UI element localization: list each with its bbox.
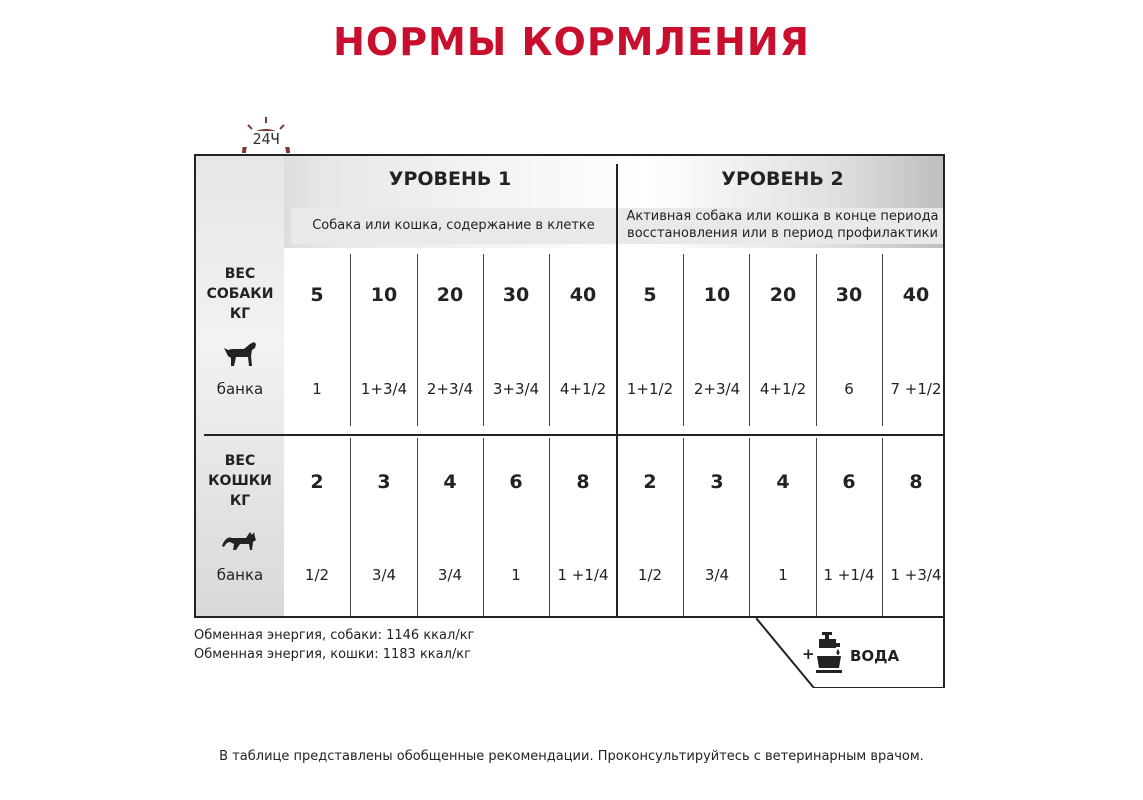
cat-can-cell: 1 +1/4: [823, 566, 875, 584]
dog-weight-cell: 20: [436, 284, 464, 306]
cat-weight-cell: 3: [377, 471, 391, 493]
cat-can-cell: 1: [511, 566, 521, 584]
cat-weight-cell: 2: [310, 471, 324, 493]
dog-can-cell: 6: [844, 380, 854, 398]
dog-can-cell: 7 +1/2: [890, 380, 942, 398]
dog-cat-divider: [204, 434, 945, 436]
cat-can-cell: 3/4: [704, 566, 730, 584]
dog-can-cell: 4+1/2: [559, 380, 607, 398]
cat-weight-cell: 3: [710, 471, 724, 493]
cat-can-cell: 3/4: [371, 566, 397, 584]
dog-can-cell: 1+3/4: [360, 380, 408, 398]
dog-can-cell: 1: [312, 380, 322, 398]
cat-can-cell: 1: [778, 566, 788, 584]
dog-weight-cell: 10: [703, 284, 731, 306]
level-2-subtitle-line-2: восстановления или в период профилактики: [627, 226, 938, 241]
cat-weight-label-line-2: КОШКИ: [208, 473, 272, 489]
cat-can-cell: 1 +3/4: [890, 566, 942, 584]
page-title: НОРМЫ КОРМЛЕНИЯ: [333, 20, 810, 64]
cat-can-cell: 1/2: [637, 566, 663, 584]
cat-can-cell: 3/4: [437, 566, 463, 584]
dog-weight-cell: 10: [370, 284, 398, 306]
cat-weight-cell: 8: [909, 471, 923, 493]
cat-weight-cell: 2: [643, 471, 657, 493]
dog-weight-cell: 20: [769, 284, 797, 306]
cat-can-cell: 1 +1/4: [557, 566, 609, 584]
dog-weight-cell: 5: [643, 284, 657, 306]
dog-weight-cell: 40: [569, 284, 597, 306]
cat-icon: [220, 524, 260, 556]
cat-can-cell: 1/2: [304, 566, 330, 584]
dog-icon: [220, 338, 260, 370]
cat-can-label: банка: [216, 566, 264, 584]
energy-dogs: Обменная энергия, собаки: 1146 ккал/кг: [194, 628, 475, 643]
dog-weight-cell: 5: [310, 284, 324, 306]
level-1-heading: УРОВЕНЬ 1: [388, 168, 512, 190]
cat-weight-cell: 6: [509, 471, 523, 493]
dog-weight-label-line-3: КГ: [229, 306, 251, 322]
dog-can-cell: 1+1/2: [626, 380, 674, 398]
feeding-table: [194, 154, 945, 618]
dog-weight-label-line-2: СОБАКИ: [206, 286, 274, 302]
dog-weight-cell: 30: [835, 284, 863, 306]
level-1-subtitle: Собака или кошка, содержание в клетке: [312, 218, 595, 233]
cat-weight-cell: 8: [576, 471, 590, 493]
level-2-heading: УРОВЕНЬ 2: [721, 168, 844, 190]
clock-24h-icon: [234, 113, 298, 157]
dog-can-label: банка: [216, 380, 264, 398]
energy-cats: Обменная энергия, кошки: 1183 ккал/кг: [194, 647, 471, 662]
dog-can-cell: 4+1/2: [759, 380, 807, 398]
cat-weight-cell: 4: [443, 471, 457, 493]
dog-can-cell: 3+3/4: [492, 380, 540, 398]
water-plus: +: [802, 645, 815, 663]
cat-weight-cell: 6: [842, 471, 856, 493]
water-label: ВОДА: [850, 647, 900, 665]
dog-weight-cell: 30: [502, 284, 530, 306]
level-2-subtitle-line-1: Активная собака или кошка в конце периода: [626, 209, 939, 224]
clock-label: 24Ч: [234, 131, 298, 147]
cat-weight-cell: 4: [776, 471, 790, 493]
dog-can-cell: 2+3/4: [693, 380, 741, 398]
dog-weight-label-line-1: ВЕС: [224, 266, 256, 282]
dog-can-cell: 2+3/4: [426, 380, 474, 398]
footnote: В таблице представлены обобщенные рекомендации. Проконсультируйтесь с ветеринарным врачом.: [219, 749, 924, 764]
water-tap-bowl-icon: [814, 630, 844, 674]
cat-weight-label-line-1: ВЕС: [224, 453, 256, 469]
cat-weight-label-line-3: КГ: [229, 493, 251, 509]
dog-weight-cell: 40: [902, 284, 930, 306]
